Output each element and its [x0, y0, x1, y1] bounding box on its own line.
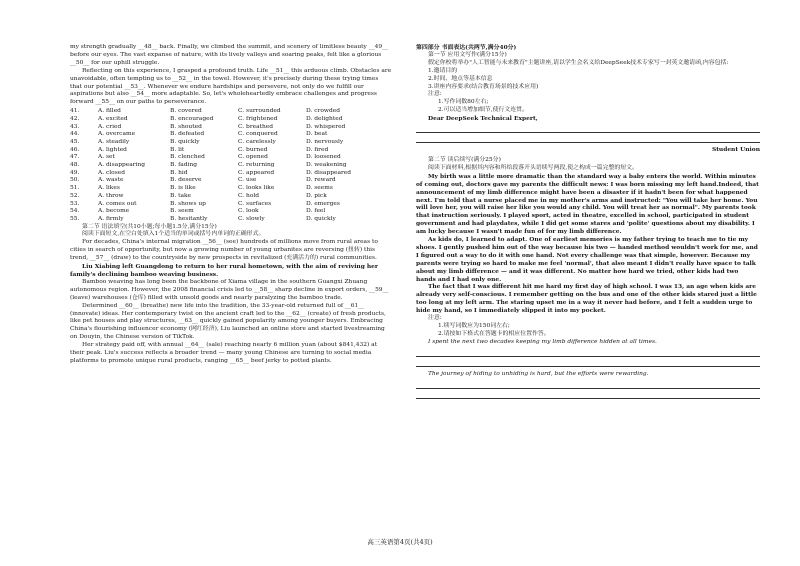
continuation-start-1: I spent the next two decades keeping my limb difference hidden at all times. — [428, 338, 657, 345]
option-a: A. waste — [98, 177, 124, 184]
grammar-section-title: 第二节 语法填空(共10小题;每小题1.5分,满分15分) — [82, 223, 217, 230]
question-number: 42. — [70, 115, 80, 122]
option-c: C. use — [238, 177, 257, 184]
writing-section-1-body: 假定你校将举办"人工智能与未来教育"主题讲座,请以学生会名义给DeepSeek技术专家写一封英文邀请函,内容包括: — [428, 59, 729, 66]
option-b: B. covered — [170, 108, 202, 115]
answer-line — [416, 379, 760, 389]
part4-title: 第四部分 书面表达(共两节,满分40分) — [416, 44, 517, 51]
note2-item: 2.请按如下格式在答题卡的相应位置作答。 — [438, 330, 550, 337]
option-d: D. loosened — [306, 154, 341, 161]
cloze-paragraph-end: my strength gradually __48__ back. Finally, we climbed the summit, and scenery of limitless beauty __49__ before our eyes. The vast expanse of nature, with its lively valleys and soaring peaks, felt like a glorious __50__ for our uphill struggle. — [70, 44, 389, 66]
option-a: A. cried — [98, 123, 122, 130]
option-d: D. weakening — [306, 162, 347, 169]
cloze-options — [70, 108, 392, 223]
option-c: C. opened — [238, 154, 268, 161]
option-a: A. closed — [98, 169, 126, 176]
question-number: 54. — [70, 208, 80, 215]
grammar-instructions: 阅读下面短文,在空白处填入1个适当的单词或括号内单词的正确形式。 — [82, 231, 265, 238]
grammar-paragraph-4: Determined __60__ (breathe) new life into the tradition, the 33-year-old returned full of __61__ (innovate) ideas. Her contemporary twist on the ancient craft led to the __62__ (create) of fresh products, like pet houses and play structures, __63__ quickly gained popularity among younger buyers. Embracing China's flourishing influencer economy (网红经济), Liu launched an online store and started livestreaming on Douyin, the Chinese version of TikTok. — [70, 302, 386, 341]
option-a: A. become — [98, 208, 130, 215]
option-b: B. clenched — [170, 154, 205, 161]
option-a: A. excited — [98, 115, 128, 122]
option-row — [70, 216, 392, 224]
option-d: D. seems — [306, 185, 333, 192]
answer-line — [416, 357, 760, 367]
option-c: C. look — [238, 208, 259, 215]
answer-line — [416, 347, 760, 357]
question-number: 44. — [70, 131, 80, 138]
option-d: D. disappeared — [306, 169, 352, 176]
cloze-paragraph-reflection: Reflecting on this experience, I grasped a profound truth. Life __51__ this arduous climb. Obstacles are unavoidable, often tempting us to __52__ in the towel. However, it's precisely during these trying times that our potential __53__. Whenever we endure hardships and persevere, not only do we fulfill our aspirations but also __54__ more adaptable. So, let's wholeheartedly embrace challenges and progress forward __55__ on our paths to perseverance. — [70, 67, 392, 106]
option-row — [70, 208, 392, 216]
option-d: D. fired — [306, 146, 329, 153]
option-d: D. whispered — [306, 123, 346, 130]
page-footer: 高三英语第4页(共4页) — [367, 538, 433, 546]
question-number: 55. — [70, 215, 80, 222]
option-c: C. hold — [238, 192, 260, 199]
note2-item: 1.续写词数应为150词左右; — [438, 323, 510, 329]
answer-line — [416, 123, 760, 133]
letter-signature: Student Union — [711, 146, 760, 154]
option-b: B. defeated — [170, 131, 205, 138]
option-b: B. hesitantly — [170, 215, 208, 222]
option-row — [70, 162, 392, 170]
option-b: B. shouted — [170, 123, 202, 130]
option-c: C. looks like — [238, 185, 275, 192]
option-a: A. filled — [98, 108, 121, 115]
option-d: D. pick — [306, 192, 327, 199]
option-c: C. slowly — [238, 215, 265, 222]
grammar-paragraph-1: For decades, China's internal migration __56__ (see) hundreds of millions move from rural areas to cities in search of opportunity, but now a growing number of young urbanites are reversing (扭转) this trend, __57__ (draw) to the countryside by new prospects in revitalized (充满活力的) rural communities. — [70, 239, 378, 262]
continuation-section-title: 第二节 读后续写(满分25分) — [428, 156, 501, 163]
option-c: C. surfaces — [238, 200, 272, 207]
grammar-paragraph-5: Her strategy paid off, with annual __64__ (sale) reaching nearly 6 million yuan (about $841,432) at their peak. Liu's success reflects a broader trend — many young Chinese are turning to social media platforms to promote unique rural products, ranging __65__ beef jerky to potted plants. — [70, 342, 378, 364]
option-row — [70, 177, 392, 185]
option-a: A. likes — [98, 185, 120, 192]
answer-line — [416, 389, 760, 399]
option-b: B. fading — [170, 162, 197, 169]
story-paragraph-3: The fact that I was different hit me hard my first day of high school. I was 13, an age when kids are already very self-conscious. I remember getting on the bus and one of the other kids stared just a little too long at my left arm. The staring upset me in a way it never had before, and I felt a sudden urge to hide my hand, so I immediately slipped it into my pocket. — [416, 283, 757, 315]
question-number: 45. — [70, 139, 80, 145]
requirement-point: 3.讲座内容要求(结合教育场景的技术应用) — [428, 83, 539, 90]
question-number: 46. — [70, 146, 80, 153]
requirement-point: 1.邀请目的 — [428, 67, 458, 74]
option-row — [70, 108, 392, 116]
option-d: D. nervously — [306, 139, 344, 145]
option-c: C. frightened — [238, 115, 278, 122]
question-number: 51. — [70, 185, 80, 192]
option-a: A. firmly — [98, 215, 124, 222]
option-b: B. deserve — [170, 177, 202, 184]
requirement-point: 2.时间、地点等基本信息 — [428, 75, 493, 82]
note-label: 注意: — [428, 91, 442, 98]
question-number: 47. — [70, 154, 80, 161]
question-number: 48. — [70, 162, 80, 169]
option-a: A. set — [98, 154, 115, 161]
story-paragraph-2: As kids do, I learned to adapt. One of earliest memories is my father trying to teach me to tie my shoes. I gently pushed him out of the way because his two — handed method wouldn't work for me, and I figured out a way to do it with one hand. Not every challenge was that simple, however. Because my parents were trying so hard to make me feel 'normal', that also meant I didn't really have space to talk about my limb difference — and it was different. No matter how hard we tried, other kids had two hands and I had only one. — [416, 236, 758, 283]
option-b: B. hid — [170, 169, 188, 176]
grammar-paragraph-2: Liu Xiabing left Guangdong to return to her rural hometown, with the aim of reviving her family's declining bamboo weaving business. — [70, 263, 379, 278]
letter-salutation: Dear DeepSeek Technical Expert, — [428, 115, 538, 123]
option-d: D. crowded — [306, 108, 340, 115]
option-row — [70, 185, 392, 193]
option-a: A. overcame — [98, 131, 136, 138]
option-c: C. breathed — [238, 123, 274, 130]
option-d: D. beat — [306, 131, 328, 138]
continuation-start-2: The journey of hiding to unhiding is hard, but the efforts were rewarding. — [428, 370, 649, 377]
question-number: 43. — [70, 123, 80, 130]
writing-section-1-title: 第一节 应用文写作(满分15分) — [428, 51, 507, 58]
story-paragraph-1: My birth was a little more dramatic than the standard way a baby enters the world. Within minutes of coming out, doctors gave my parents the difficult news: I was born missing my left hand.Indeed, that announcement of my limb difference might have been a disaster if it hadn't been for what happened next. I'm told that a nurse placed me in my mother's arms and instructed: "You will take her home. You will love her, you will raise her like you would any child. You will treat her as normal". My parents took that instruction seriously. I played sport, acted in theatre, excelled in school, participated in student government and had playdates, while I did get some stares and 'polite' questions about my disability. I am lucky because I wasn't made fun of for my limb difference. — [416, 172, 759, 236]
option-a: A. lighted — [98, 146, 127, 153]
note-item: 1.写作词数80左右; — [438, 99, 489, 106]
answer-line — [416, 133, 760, 143]
option-row — [70, 147, 392, 155]
option-row — [70, 170, 392, 178]
question-number: 52. — [70, 192, 80, 199]
option-b: B. encouraged — [170, 115, 214, 122]
note-item: 2.可以适当增加细节,使行文连贯。 — [438, 107, 528, 114]
question-number: 50. — [70, 177, 80, 184]
option-row — [70, 193, 392, 201]
right-column — [416, 44, 760, 399]
option-b: B. shows up — [170, 200, 206, 207]
option-row — [70, 124, 392, 132]
option-c: C. carelessly — [238, 139, 276, 145]
option-b: B. seem — [170, 208, 194, 215]
option-c: C. surrounded — [238, 108, 281, 115]
option-c: C. conquered — [238, 131, 278, 138]
option-row — [70, 116, 392, 124]
option-d: D. feel — [306, 208, 326, 215]
grammar-paragraph-3: Bamboo weaving has long been the backbone of Xiama village in the southern Guangxi Zhuang autonomous region. However, the 2008 financial crisis led to __58__ sharp decline in export orders, __59__ (leave) warehouses (仓库) filled with unsold goods and nearly paralyzing the bamboo trade. — [70, 278, 389, 301]
option-a: A. steadily — [98, 139, 130, 145]
option-b: B. lit — [170, 146, 185, 153]
option-b: B. quickly — [170, 139, 200, 145]
question-number: 49. — [70, 169, 80, 176]
option-d: D. quickly — [306, 215, 336, 222]
question-number: 53. — [70, 200, 80, 207]
option-row — [70, 131, 392, 139]
option-row — [70, 139, 392, 147]
note2-label: 注意: — [428, 315, 442, 322]
option-d: D. emerges — [306, 200, 340, 207]
option-row — [70, 201, 392, 209]
option-c: C. burned — [238, 146, 268, 153]
continuation-instructions: 阅读下面材料,根据其内容和所给段落开头语续写两段,使之构成一篇完整的短文。 — [428, 164, 638, 171]
option-c: C. returning — [238, 162, 275, 169]
question-number: 41. — [70, 108, 80, 115]
option-d: D. reward — [306, 177, 336, 184]
option-a: A. disappearing — [98, 162, 145, 169]
option-b: B. is like — [170, 185, 196, 192]
left-column — [70, 44, 392, 366]
option-c: C. appeared — [238, 169, 275, 176]
option-a: A. throw — [98, 192, 124, 199]
option-row — [70, 154, 392, 162]
option-d: D. delighted — [306, 115, 343, 122]
option-a: A. comes out — [98, 200, 137, 207]
option-b: B. take — [170, 192, 192, 199]
